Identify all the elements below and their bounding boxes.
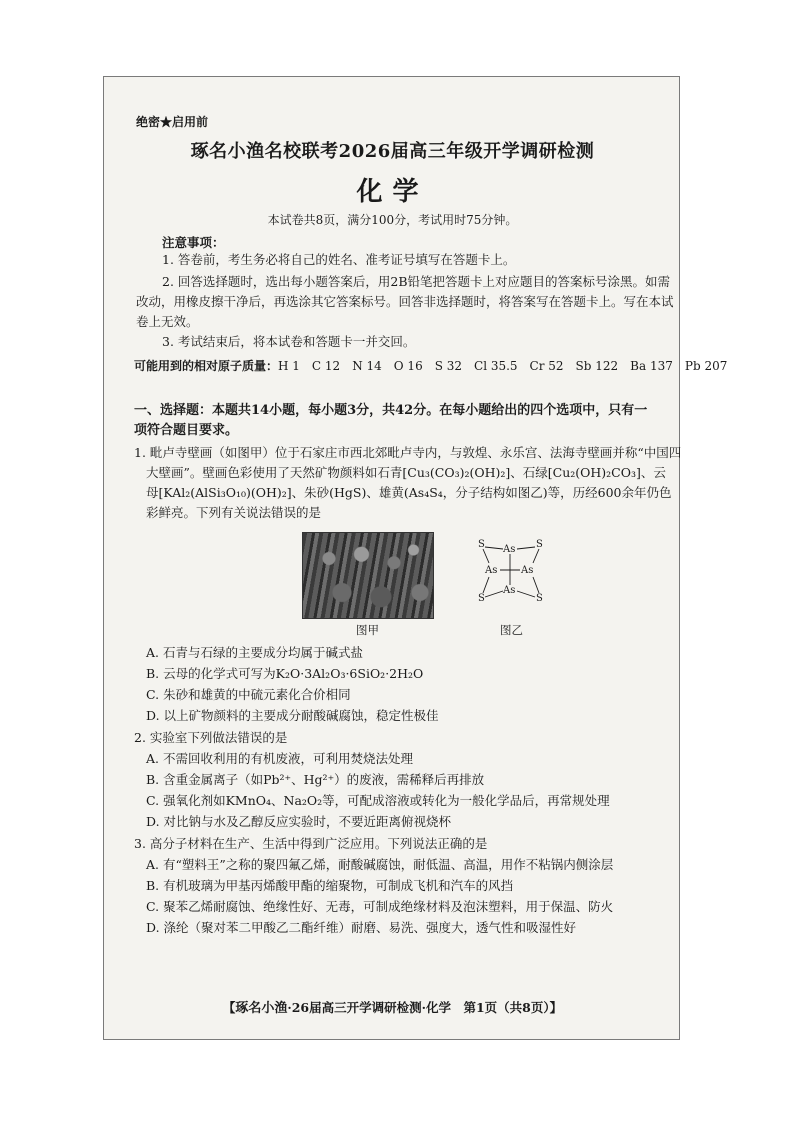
q3-option-a: A. 有“塑料王”之称的聚四氟乙烯，耐酸碱腐蚀，耐低温、高温，用作不粘锅内侧涂层 xyxy=(146,857,614,872)
q1-stem-line-4: 彩鲜亮。下列有关说法错误的是 xyxy=(146,505,322,520)
q1-stem-line-3: 母[KAl₂(AlSi₃O₁₀)(OH)₂]、朱砂(HgS)、雄黄(As₄S₄，分子结构如图乙)等，历经600余年仍色 xyxy=(146,485,672,500)
q2-option-a: A. 不需回收利用的有机废液，可利用焚烧法处理 xyxy=(146,751,413,766)
q1-option-c: C. 朱砂和雄黄的中硫元素化合价相同 xyxy=(146,687,351,702)
brand-logo: 琢名小渔 xyxy=(235,1001,288,1016)
footer-close-bracket: 】 xyxy=(549,1000,563,1015)
confidential-label: 绝密★启用前 xyxy=(136,115,209,129)
page-footer xyxy=(104,997,681,1016)
atom-s-4: S xyxy=(536,593,543,604)
exam-title: 琢名小渔名校联考2026届高三年级开学调研检测 xyxy=(190,141,595,162)
q2-stem: 2. 实验室下列做法错误的是 xyxy=(134,730,288,745)
q1-stem-line-2: 大壁画”。壁画色彩使用了天然矿物颜料如石青[Cu₃(CO₃)₂(OH)₂]、石绿[Cu₂(OH)₂CO₃]、云 xyxy=(146,465,666,480)
notice-heading: 注意事项： xyxy=(162,235,225,250)
q1-option-a: A. 石青与石绿的主要成分均属于碱式盐 xyxy=(146,645,363,660)
atom-s-1: S xyxy=(478,539,485,550)
atom-as-2: As xyxy=(485,565,498,576)
atom-as-4: As xyxy=(503,585,516,596)
exam-page xyxy=(103,76,728,1040)
notice-item-2-line-2: 改动，用橡皮擦干净后，再选涂其它答案标号。回答非选择题时，将答案写在答题卡上。写在本试 xyxy=(136,294,674,309)
atomic-mass-line xyxy=(134,357,727,374)
section-1-heading: 一、选择题：本题共14小题，每小题3分，共42分。在每小题给出的四个选项中，只有一项符合题目要求。 xyxy=(134,403,648,438)
atom-s-3: S xyxy=(478,593,485,604)
exam-info: 本试卷共8页，满分100分，考试用时75分钟。 xyxy=(267,213,518,227)
notice-item-2-line-1: 2. 回答选择题时，选出每小题答案后，用2B铅笔把答题卡上对应题目的答案标号涂黑。如需 xyxy=(162,274,671,289)
atom-s-2: S xyxy=(536,539,543,550)
q3-option-c: C. 聚苯乙烯耐腐蚀、绝缘性好、无毒，可制成绝缘材料及泡沫塑料，用于保温、防火 xyxy=(146,899,614,914)
atomic-mass-label: 可能用到的相对原子质量： xyxy=(134,359,279,373)
atom-as-3: As xyxy=(521,565,534,576)
notice-item-2-line-3: 卷上无效。 xyxy=(136,314,199,329)
q2-option-b: B. 含重金属离子（如Pb²⁺、Hg²⁺）的废液，需稀释后再排放 xyxy=(146,772,485,787)
atom-as-1: As xyxy=(503,544,516,555)
as4s4-structure xyxy=(472,535,552,605)
q1-option-d: D. 以上矿物颜料的主要成分耐酸碱腐蚀，稳定性极佳 xyxy=(146,708,439,723)
figure-b-caption: 图乙 xyxy=(500,623,523,637)
footer-open-bracket: 【 xyxy=(222,1000,236,1015)
q3-stem: 3. 高分子材料在生产、生活中得到广泛应用。下列说法正确的是 xyxy=(134,836,488,851)
q2-option-d: D. 对比钠与水及乙醇反应实验时，不要近距离俯视烧杯 xyxy=(146,814,452,829)
notice-item-3: 3. 考试结束后，将本试卷和答题卡一并交回。 xyxy=(162,334,416,349)
subject-title: 化学 xyxy=(356,177,429,207)
atomic-mass-values: H 1 C 12 N 14 O 16 S 32 Cl 35.5 Cr 52 Sb 122 Ba 137 Pb 207 xyxy=(278,359,728,373)
q1-option-b: B. 云母的化学式可写为K₂O·3Al₂O₃·6SiO₂·2H₂O xyxy=(146,666,424,681)
mural-photo xyxy=(302,532,434,619)
footer-text: ·26届高三开学调研检测·化学 第1页（共8页） xyxy=(287,1000,550,1015)
q3-option-b: B. 有机玻璃为甲基丙烯酸甲酯的缩聚物，可制成飞机和汽车的风挡 xyxy=(146,878,514,893)
q3-option-d: D. 涤纶（聚对苯二甲酸乙二酯纤维）耐磨、易洗、强度大，透气性和吸湿性好 xyxy=(146,920,577,935)
notice-item-1: 1. 答卷前，考生务必将自己的姓名、准考证号填写在答题卡上。 xyxy=(162,252,516,267)
figure-a-caption: 图甲 xyxy=(356,623,379,637)
q1-stem-line-1: 1. 毗卢寺壁画（如图甲）位于石家庄市西北郊毗卢寺内，与敦煌、永乐宫、法海寺壁画并称“中国四 xyxy=(134,445,682,460)
q2-option-c: C. 强氧化剂如KMnO₄、Na₂O₂等，可配成溶液或转化为一般化学品后，再常规处理 xyxy=(146,793,610,808)
